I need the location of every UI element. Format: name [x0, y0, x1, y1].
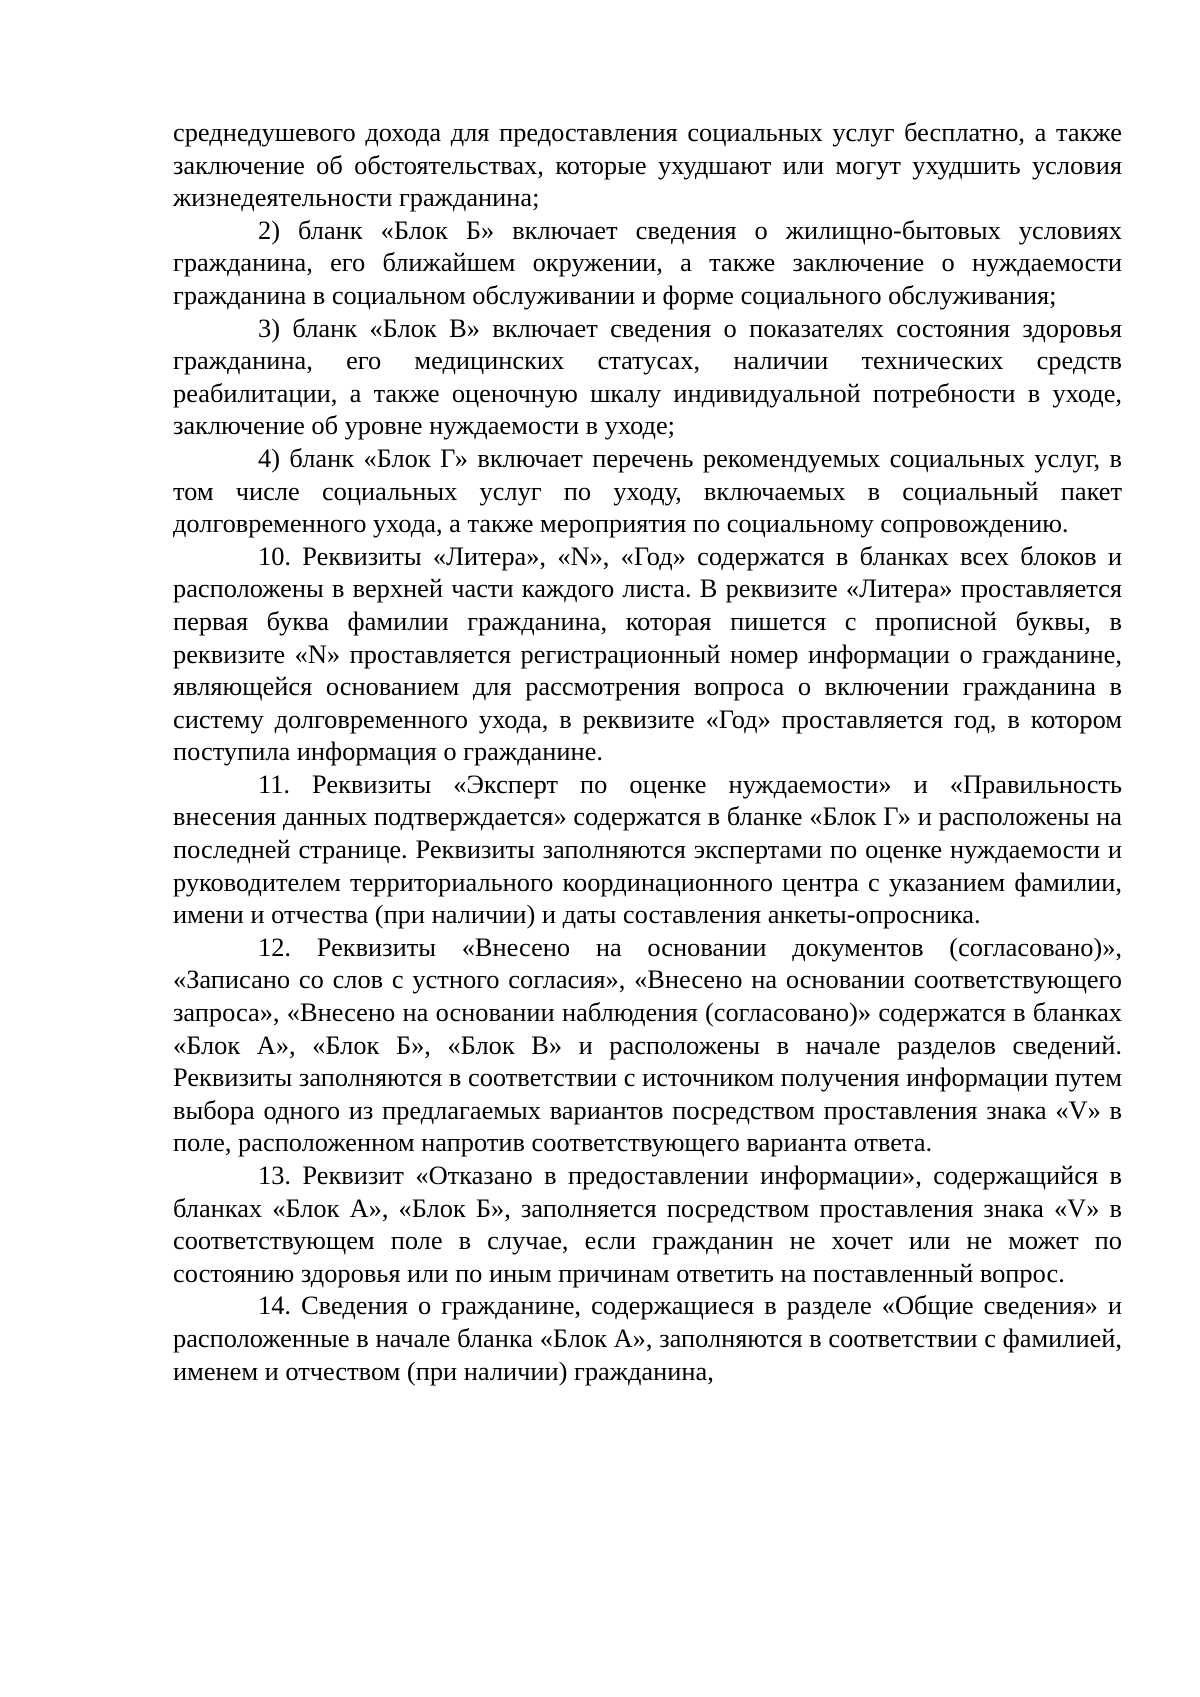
- paragraph-item-2: 2) бланк «Блок Б» включает сведения о жилищно-бытовых условиях гражданина, его ближайшем окружении, а также заключение о нуждаемости гражданина в социальном обслуживании и форме социального обслуживания;: [173, 214, 1122, 310]
- paragraph-item-3: 3) бланк «Блок В» включает сведения о показателях состояния здоровья гражданина, его медицинских статусах, наличии технических средств реабилитации, а также оценочную шкалу индивидуальной потребности в уходе, заключение об уровне нуждаемости в уходе;: [173, 312, 1122, 441]
- paragraph-clause-14: 14. Сведения о гражданине, содержащиеся в разделе «Общие сведения» и расположенные в начале бланка «Блок А», заполняются в соответствии с фамилией, именем и отчеством (при наличии) гражданина,: [173, 1290, 1122, 1386]
- paragraph-item-4: 4) бланк «Блок Г» включает перечень рекомендуемых социальных услуг, в том числе социальных услуг по уходу, включаемых в социальный пакет долговременного ухода, а также мероприятия по социальному сопровождению.: [173, 442, 1122, 539]
- paragraph-clause-12: 12. Реквизиты «Внесено на основании документов (согласовано)», «Записано со слов с устного согласия», «Внесено на основании соответствующего запроса», «Внесено на основании наблюдения (согласовано)» содержатся в бланках «Блок А», «Блок Б», «Блок В» и расположены в начале разделов сведений. Реквизиты заполняются в соответствии с источником получения информации путем выбора одного из предлагаемых вариантов посредством проставления знака «V» в поле, расположенном напротив соответствующего варианта ответа.: [173, 931, 1122, 1158]
- document-body: [173, 116, 1122, 1387]
- paragraph-clause-13: 13. Реквизит «Отказано в предоставлении информации», содержащийся в бланках «Блок А», «Блок Б», заполняется посредством проставления знака «V» в соответствующем поле в случае, если гражданин не хочет или не может по состоянию здоровья или по иным причинам ответить на поставленный вопрос.: [173, 1160, 1122, 1288]
- paragraph-clause-10: 10. Реквизиты «Литера», «N», «Год» содержатся в бланках всех блоков и расположены в верхней части каждого листа. В реквизите «Литера» проставляется первая буква фамилии гражданина, которая пишется с прописной буквы, в реквизите «N» проставляется регистрационный номер информации о гражданине, являющейся основанием для рассмотрения вопроса о включении гражданина в систему долговременного ухода, в реквизите «Год» проставляется год, в котором поступила информация о гражданине.: [173, 540, 1122, 767]
- paragraph-clause-11: 11. Реквизиты «Эксперт по оценке нуждаемости» и «Правильность внесения данных подтверждается» содержатся в бланке «Блок Г» и расположены на последней странице. Реквизиты заполняются экспертами по оценке нуждаемости и руководителем территориального координационного центра с указанием фамилии, имени и отчества (при наличии) и даты составления анкеты-опросника.: [173, 768, 1122, 930]
- paragraph-continuation: среднедушевого дохода для предоставления социальных услуг бесплатно, а также заключение об обстоятельствах, которые ухудшают или могут ухудшить условия жизнедеятельности гражданина;: [173, 117, 1122, 213]
